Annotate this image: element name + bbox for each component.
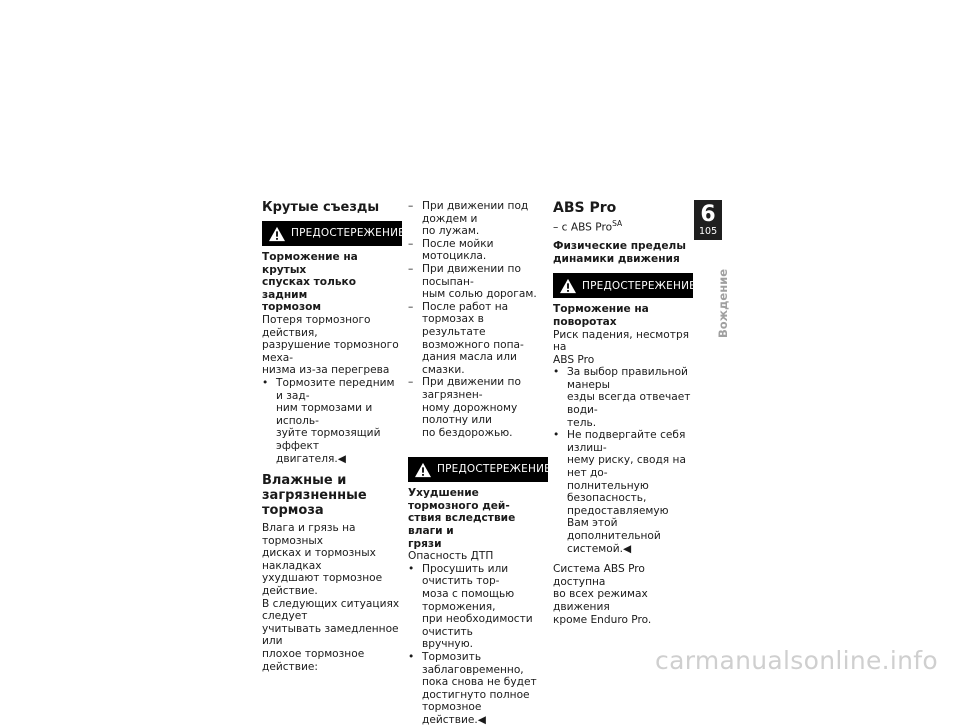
bullet-item — [408, 563, 548, 651]
watermark: carmanualsonline.info — [655, 646, 938, 675]
text-line: Влажные и загрязненные — [262, 473, 367, 504]
bullet-item — [553, 366, 693, 429]
bullet-item — [553, 429, 693, 555]
bullet-icon: • — [408, 651, 415, 663]
bullet-icon: • — [553, 429, 560, 442]
text-line: При движении под дождем и — [422, 200, 529, 225]
text-line: вручную. — [422, 638, 473, 651]
text-line: Система ABS Pro доступна — [553, 563, 645, 588]
warning-text: Опасность ДТП — [408, 550, 494, 563]
option-text: – с ABS Pro — [553, 221, 613, 234]
text-line: Потеря тормозного действия, — [262, 313, 371, 339]
text-line: по бездорожью. — [422, 426, 513, 439]
bullet-item — [408, 651, 548, 727]
text-line: Влага и грязь на тормозных — [262, 522, 356, 547]
text-line: результате возможного попа- — [422, 325, 524, 351]
text-line: тель. — [567, 416, 597, 429]
text-line: разрушение тормозного меха- — [262, 339, 399, 364]
text-line: моза с помощью торможения, — [422, 588, 515, 613]
dash-marker: – — [408, 262, 414, 275]
text-line: кроме Enduro Pro. — [553, 613, 652, 626]
dash-item — [408, 238, 548, 263]
text-line: при необходимости очистить — [422, 613, 533, 638]
text-line: дисках и тормозных накладках — [262, 547, 376, 572]
column-3 — [553, 200, 697, 626]
warning-label: ПРЕДОСТЕРЕЖЕНИЕ — [582, 279, 697, 292]
column-1 — [262, 200, 406, 673]
option-line — [553, 218, 693, 234]
text-line: плохое тормозное действие: — [262, 648, 365, 673]
text-line: Торможение на крутых — [262, 251, 358, 276]
section-title-abs-pro: ABS Pro — [553, 200, 617, 216]
text-line: достигнуто полное тормозное — [422, 688, 530, 714]
text-line: После работ на тормозах в — [422, 300, 509, 326]
text-line: низма из-за перегрева — [262, 364, 390, 377]
text-line: ним тормозами и исполь- — [276, 402, 373, 427]
warning-triangle-icon — [414, 462, 432, 478]
text-line: пока снова не будет — [422, 676, 537, 689]
text-line: ухудшают тормозное действие. — [262, 572, 383, 598]
chapter-side-label: Вождение — [716, 269, 730, 338]
text-line: При движении по загрязнен- — [422, 376, 521, 401]
text-line: Ухудшение тормозного дей- — [408, 487, 510, 512]
text-line: За выбор правильной манеры — [567, 366, 688, 391]
dash-marker: – — [408, 237, 414, 250]
dash-item — [408, 376, 548, 439]
page-number: 105 — [699, 226, 718, 237]
text-line: Тормозить заблаговременно, — [422, 651, 524, 676]
section-title-wet-brakes — [262, 473, 402, 518]
paragraph — [262, 522, 402, 673]
text-line: полнительную безопасность, — [567, 479, 649, 505]
bullet-item — [262, 377, 402, 465]
warning-text — [553, 329, 693, 367]
text-line: Тормозите передним и зад- — [276, 376, 395, 402]
warning-banner — [262, 221, 406, 246]
dash-marker: – — [408, 200, 414, 212]
text-line: динамики движения — [553, 252, 680, 265]
text-line: Физические пределы — [553, 240, 686, 253]
paragraph — [553, 563, 693, 626]
text-line: действие.◀ — [422, 713, 486, 726]
warning-title — [408, 487, 548, 550]
option-superscript: SA — [612, 219, 623, 228]
sub-title — [553, 240, 693, 265]
warning-text — [262, 314, 402, 377]
warning-label: ПРЕДОСТЕРЕЖЕНИЕ — [291, 227, 406, 240]
bullet-icon: • — [408, 562, 415, 575]
warning-title: Торможение на поворотах — [553, 303, 649, 328]
bullet-icon: • — [262, 376, 269, 389]
text-line: Риск падения, несмотря на — [553, 328, 690, 354]
text-line: Не подвергайте себя излиш- — [567, 429, 686, 454]
text-line: спусках только задним — [262, 276, 356, 301]
warning-triangle-icon — [268, 226, 286, 242]
text-line: Просушить или очистить тор- — [422, 562, 509, 588]
dash-item — [408, 301, 548, 377]
text-line: зуйте тормозящий эффект — [276, 427, 381, 452]
text-line: При движении по посыпан- — [422, 262, 521, 288]
dash-item — [408, 200, 548, 238]
chapter-number: 6 — [700, 202, 716, 227]
warning-title — [262, 251, 402, 314]
warning-banner — [408, 457, 552, 482]
text-line: ным солью дорогам. — [422, 288, 537, 301]
text-line: дания масла или смазки. — [422, 351, 517, 376]
warning-triangle-icon — [559, 278, 577, 294]
dash-item — [408, 263, 548, 301]
warning-banner — [553, 273, 697, 298]
dash-marker: – — [408, 300, 414, 313]
column-2 — [408, 200, 552, 727]
text-line: После мойки мотоцикла. — [422, 237, 494, 263]
warning-label: ПРЕДОСТЕРЕЖЕНИЕ — [437, 463, 552, 476]
text-line: ному дорожному полотну или — [422, 401, 518, 427]
dash-marker: – — [408, 376, 414, 389]
section-title-steep-descents: Крутые съезды — [262, 200, 380, 215]
text-line: двигателя.◀ — [276, 452, 346, 465]
text-line: по лужам. — [422, 225, 480, 238]
text-line: ствия вследствие влаги и — [408, 512, 516, 538]
text-line: ABS Pro — [553, 353, 595, 366]
text-line: учитывать замедленное или — [262, 622, 399, 648]
text-line: грязи — [408, 537, 442, 550]
text-line: во всех режимах движения — [553, 588, 648, 613]
bullet-icon: • — [553, 366, 560, 379]
text-line: В следующих ситуациях следует — [262, 597, 400, 623]
text-line: езды всегда отвечает води- — [567, 391, 691, 417]
text-line: тормоза — [262, 503, 324, 519]
text-line: нему риску, сводя на нет до- — [567, 454, 686, 480]
text-line: предоставляемую Вам этой — [567, 504, 669, 530]
text-line: тормозом — [262, 301, 322, 314]
text-line: дополнительной системой.◀ — [567, 530, 661, 555]
